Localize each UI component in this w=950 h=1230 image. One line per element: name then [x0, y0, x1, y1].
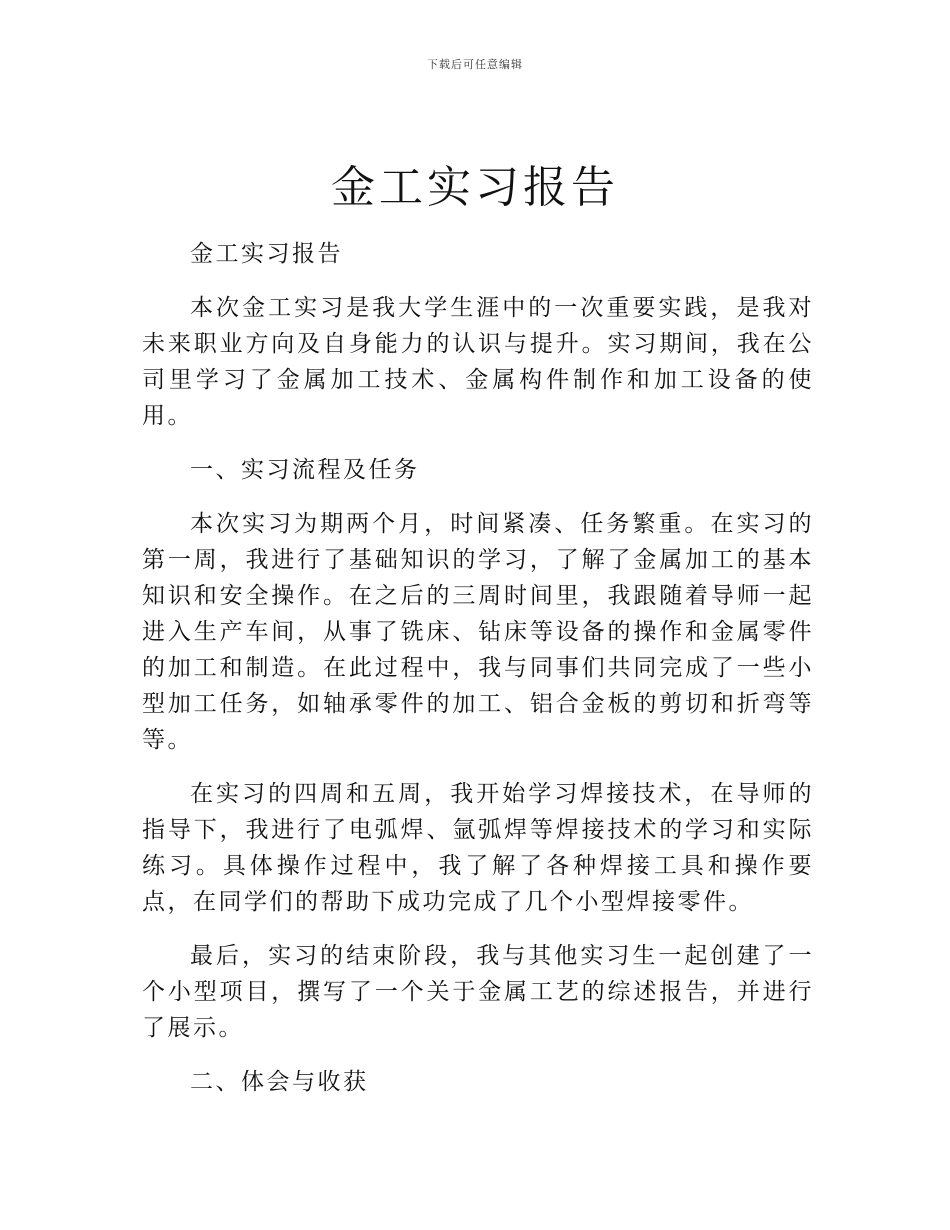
paragraph-welding: 在实习的四周和五周，我开始学习焊接技术，在导师的指导下，我进行了电弧焊、氩弧焊等焊接技术的学习和实际练习。具体操作过程中，我了解了各种焊接工具和操作要点，在同学们的帮助下成功完成了几个小型焊接零件。	[142, 781, 814, 915]
body-subtitle: 金工实习报告	[190, 241, 343, 267]
paragraph-process: 本次实习为期两个月，时间紧凑、任务繁重。在实习的第一周，我进行了基础知识的学习，了解了金属加工的基本知识和安全操作。在之后的三周时间里，我跟随着导师一起进入生产车间，从事了铣床、钻床等设备的操作和金属零件的加工和制造。在此过程中，我与同事们共同完成了一些小型加工任务，如轴承零件的加工、铝合金板的剪切和折弯等等。	[142, 511, 814, 753]
section-heading-gains: 二、体会与收获	[190, 1069, 369, 1095]
paragraph-final: 最后，实习的结束阶段，我与其他实习生一起创建了一个小型项目，撰写了一个关于金属工艺的综述报告，并进行了展示。	[142, 943, 814, 1041]
document-body	[142, 236, 814, 1118]
document-title: 金工实习报告	[331, 162, 619, 213]
header-note: 下载后可任意编辑	[427, 58, 523, 71]
paragraph-intro: 本次金工实习是我大学生涯中的一次重要实践，是我对未来职业方向及自身能力的认识与提升。实习期间，我在公司里学习了金属加工技术、金属构件制作和加工设备的使用。	[142, 295, 814, 429]
section-heading-process: 一、实习流程及任务	[190, 457, 420, 483]
